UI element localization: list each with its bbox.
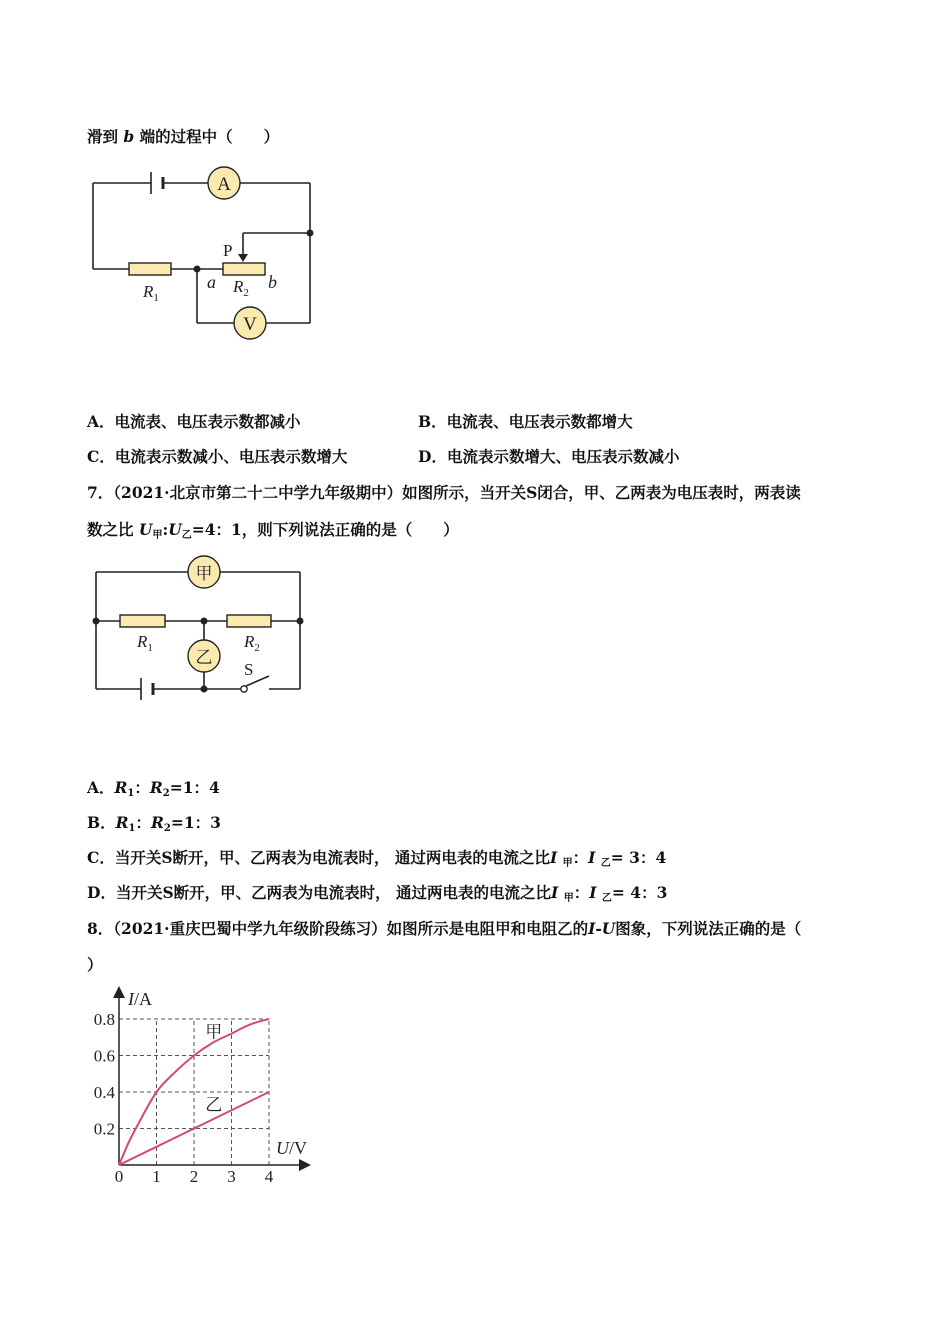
q7-option-c: C．当开关S断开，甲、乙两表为电流表时， 通过两电表的电流之比I $_甲$：I $_乙$= 3：4 <box>87 848 667 869</box>
y-axis-title: I/A <box>128 989 152 1009</box>
q6-option-b: B．电流表、电压表示数都增大 <box>418 412 633 431</box>
q6-battery <box>151 172 163 194</box>
q6-end-a-label: a <box>207 272 216 292</box>
q7-junction-dot <box>297 618 304 625</box>
q7-junction-dot <box>201 686 208 693</box>
q7-r2-label: $R_2$ <box>244 632 260 654</box>
iu-chart <box>80 982 320 1192</box>
q6-r2-label: $R_2$ <box>233 277 249 299</box>
q7-junction-dot <box>93 618 100 625</box>
q8-stem-line1: 8．（2021·重庆巴蜀中学九年级阶段练习）如图所示是电阻甲和电阻乙的I-U图象，下列说法正确的是（ <box>87 919 802 938</box>
q7-r1-label: $R_1$ <box>137 632 153 654</box>
q6-junction-dot <box>194 266 201 273</box>
q7-option-b: B．$R_1$：$R_2=1$：3 <box>87 813 221 834</box>
q7-switch-contact <box>241 686 247 692</box>
q7-switch-label: S <box>244 660 254 679</box>
q7-circuit-diagram <box>88 555 318 700</box>
q7-stem-line2: 数之比 $U_甲:U_乙=4$：1，则下列说法正确的是（ ） <box>87 520 459 541</box>
q6-r1-label: $R_1$ <box>143 282 159 304</box>
y-tick-label: 0.4 <box>93 1083 115 1102</box>
y-tick-label: 0.8 <box>93 1010 115 1029</box>
q6-ammeter-label: A <box>217 174 231 195</box>
q7-junction-dot <box>201 618 208 625</box>
q7-meter-jia-label: 甲 <box>195 564 213 583</box>
x-tick-label: 4 <box>264 1167 274 1186</box>
q6-end-b-label: b <box>268 272 277 292</box>
q6-option-c: C．电流表示数减小、电压表示数增大 <box>87 447 348 466</box>
y-tick-label: 0.6 <box>93 1046 115 1066</box>
q6-resistor-r2 <box>223 263 265 275</box>
x-axis-title: U/V <box>276 1138 307 1158</box>
q6-junction-dot <box>307 230 314 237</box>
q7-stem-line1: 7．（2021·北京市第二十二中学九年级期中）如图所示，当开关S闭合，甲、乙两表为电压表时，两表读 <box>87 483 801 502</box>
q7-resistor-r1 <box>120 615 165 627</box>
q6-stem: 滑到 b 端的过程中（ ） <box>87 127 280 146</box>
q6-slider-arrow <box>238 254 248 262</box>
q7-option-a: A．$R_1$：$R_2=1$：4 <box>87 778 220 799</box>
q6-resistor-r1 <box>129 263 171 275</box>
q7-battery <box>141 678 153 700</box>
q6-option-d: D．电流表示数增大、电压表示数减小 <box>418 447 680 466</box>
q7-meter-yi-label: 乙 <box>195 648 213 667</box>
y-tick-label: 0.2 <box>93 1119 115 1139</box>
series-jia-label: 甲 <box>205 1022 223 1042</box>
q7-option-d: D．当开关S断开，甲、乙两表为电流表时， 通过两电表的电流之比I $_甲$：I $_乙$= 4：3 <box>87 883 668 904</box>
q6-voltmeter-label: V <box>243 314 257 335</box>
series-yi-label: 乙 <box>205 1095 223 1115</box>
x-tick-label: 1 <box>152 1167 161 1186</box>
q7-resistor-r2 <box>227 615 271 627</box>
q8-stem-line2: ） <box>87 955 103 974</box>
q6-option-a: A．电流表、电压表示数都减小 <box>87 412 301 431</box>
x-tick-label: 2 <box>189 1167 199 1186</box>
q6-circuit-diagram <box>85 165 345 345</box>
x-tick-label: 0 <box>114 1167 124 1186</box>
x-tick-label: 3 <box>227 1167 236 1186</box>
q6-slider-label: P <box>223 241 233 260</box>
